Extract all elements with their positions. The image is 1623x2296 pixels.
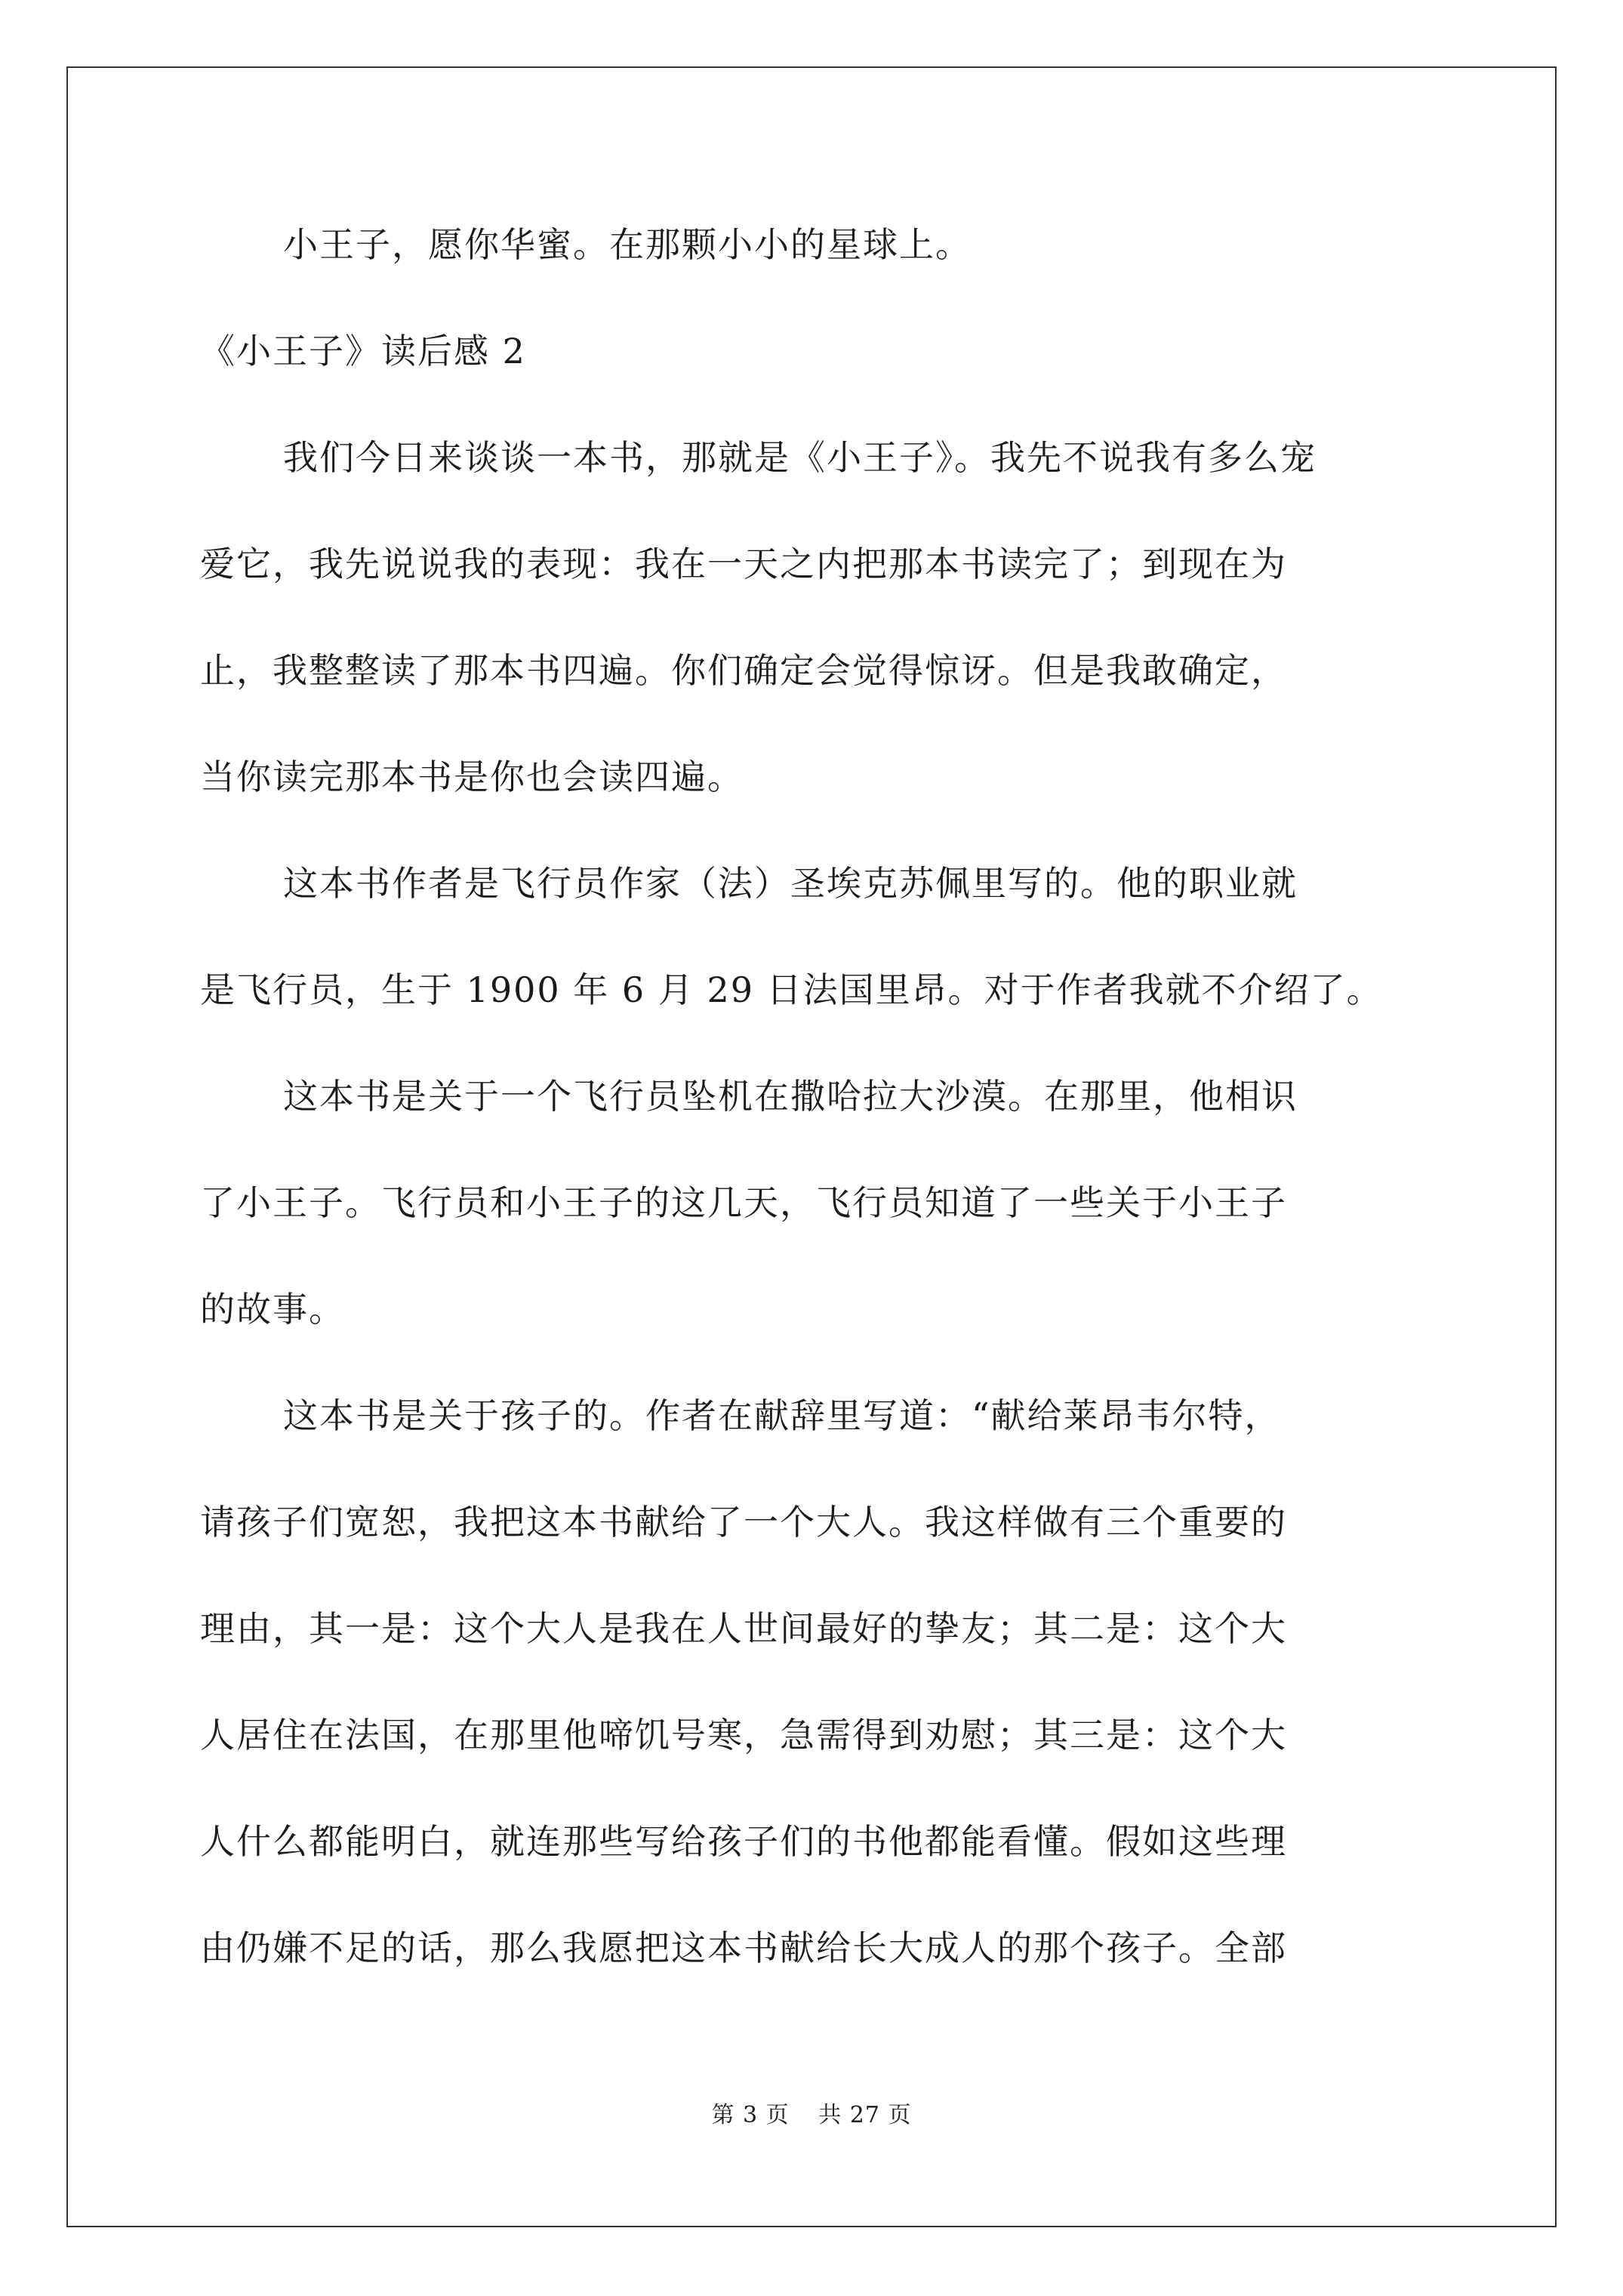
paragraph-line: 人什么都能明白，就连那些写给孩子们的书他都能看懂。假如这些理	[200, 1821, 1287, 1862]
document-body	[200, 217, 1438, 2027]
paragraph-line: 当你读完那本书是你也会读四遍。	[200, 757, 744, 797]
paragraph-line: 是飞行员，生于 1900 年 6 月 29 日法国里昂。对于作者我就不介绍了。	[200, 969, 1383, 1010]
section-heading: 《小王子》读后感 2	[200, 331, 526, 371]
paragraph-line: 这本书是关于孩子的。作者在献辞里写道：“献给莱昂韦尔特，	[283, 1395, 1281, 1436]
paragraph-line: 请孩子们宽恕，我把这本书献给了一个大人。我这样做有三个重要的	[200, 1502, 1287, 1542]
paragraph-line: 爱它，我先说说我的表现：我在一天之内把那本书读完了；到现在为	[200, 544, 1287, 584]
paragraph-line: 人居住在法国，在那里他啼饥号寒，急需得到劝慰；其三是：这个大	[200, 1715, 1287, 1755]
paragraph-line: 这本书作者是飞行员作家（法）圣埃克苏佩里写的。他的职业就	[283, 863, 1298, 904]
paragraph-line: 止，我整整读了那本书四遍。你们确定会觉得惊讶。但是我敢确定，	[200, 650, 1287, 691]
paragraph-line: 由仍嫌不足的话，那么我愿把这本书献给长大成人的那个孩子。全部	[200, 1928, 1287, 1968]
paragraph-line: 的故事。	[200, 1289, 345, 1330]
page-total: 共 27 页	[818, 2102, 912, 2128]
page-footer	[0, 2100, 1623, 2131]
paragraph-line: 理由，其一是：这个大人是我在人世间最好的挚友；其二是：这个大	[200, 1608, 1287, 1649]
paragraph-line: 小王子，愿你华蜜。在那颗小小的星球上。	[283, 224, 972, 265]
paragraph-line: 了小王子。飞行员和小王子的这几天，飞行员知道了一些关于小王子	[200, 1182, 1287, 1223]
paragraph-line: 这本书是关于一个飞行员坠机在撒哈拉大沙漠。在那里，他相识	[283, 1076, 1298, 1117]
page-number: 第 3 页	[711, 2102, 790, 2128]
paragraph-line: 我们今日来谈谈一本书，那就是《小王子》。我先不说我有多么宠	[283, 437, 1317, 478]
